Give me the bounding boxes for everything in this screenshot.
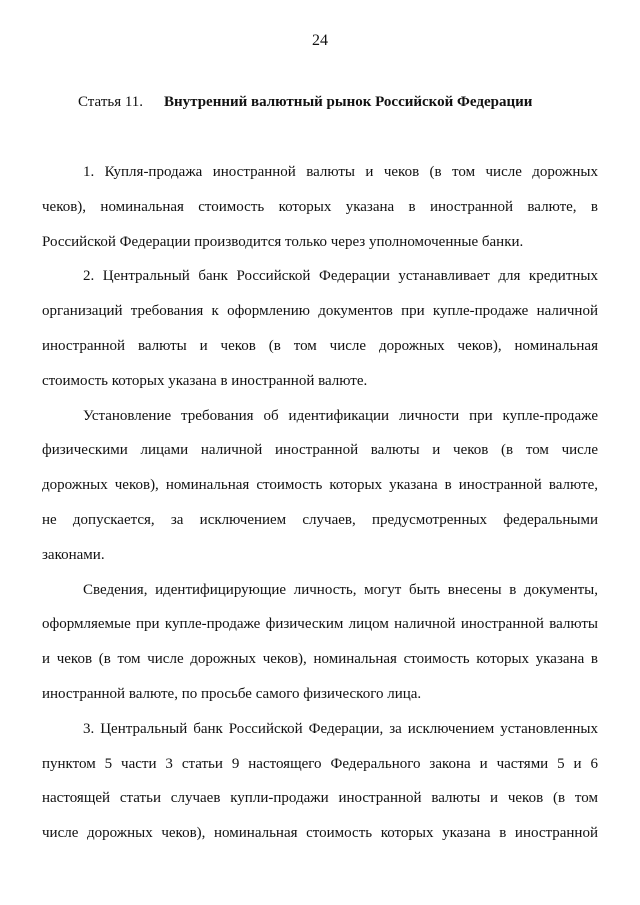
text-line: иностранной валюте, по просьбе самого физического лица. xyxy=(42,685,422,702)
text-line: иностранной валюты и чеков (в том числе дорожных чеков), номинальная xyxy=(42,337,598,354)
text-line: числе дорожных чеков), номинальная стоимость которых указана в иностранной xyxy=(42,825,598,842)
text-line: Сведения, идентифицирующие личность, могут быть внесены в документы, xyxy=(83,581,598,598)
article-body xyxy=(42,158,598,854)
text-line: и чеков (в том числе дорожных чеков), номинальная стоимость которых указана в xyxy=(42,651,598,668)
text-line: чеков), номинальная стоимость которых указана в иностранной валюте, в xyxy=(42,198,598,215)
article-title: Внутренний валютный рынок Российской Федерации xyxy=(164,94,533,110)
text-line: законами. xyxy=(42,546,105,563)
text-line: оформляемые при купле-продаже физическим лицом наличной иностранной валюты xyxy=(42,616,598,633)
text-line: 2. Центральный банк Российской Федерации устанавливает для кредитных xyxy=(83,268,598,285)
text-line: не допускается, за исключением случаев, предусмотренных федеральными xyxy=(42,511,598,528)
text-line: дорожных чеков), номинальная стоимость которых указана в иностранной валюте, xyxy=(42,477,598,494)
article-heading xyxy=(78,92,598,112)
text-line: 1. Купля-продажа иностранной валюты и чеков (в том числе дорожных xyxy=(83,164,598,180)
text-line: стоимость которых указана в иностранной валюте. xyxy=(42,372,368,389)
text-line: организаций требования к оформлению документов при купле-продаже наличной xyxy=(42,303,598,320)
text-line: настоящей статьи случаев купли-продажи иностранной валюты и чеков (в том xyxy=(42,790,598,807)
article-label: Статья 11. xyxy=(78,94,144,110)
text-line: Российской Федерации производится только через уполномоченные банки. xyxy=(42,233,524,250)
text-line: физическими лицами наличной иностранной валюты и чеков (в том числе xyxy=(42,442,598,459)
page-number: 24 xyxy=(312,32,328,49)
text-line: 3. Центральный банк Российской Федерации, за исключением установленных xyxy=(83,720,598,737)
text-line: пунктом 5 части 3 статьи 9 настоящего Федерального закона и частями 5 и 6 xyxy=(42,755,598,772)
text-line: Установление требования об идентификации личности при купле-продаже xyxy=(83,407,598,424)
